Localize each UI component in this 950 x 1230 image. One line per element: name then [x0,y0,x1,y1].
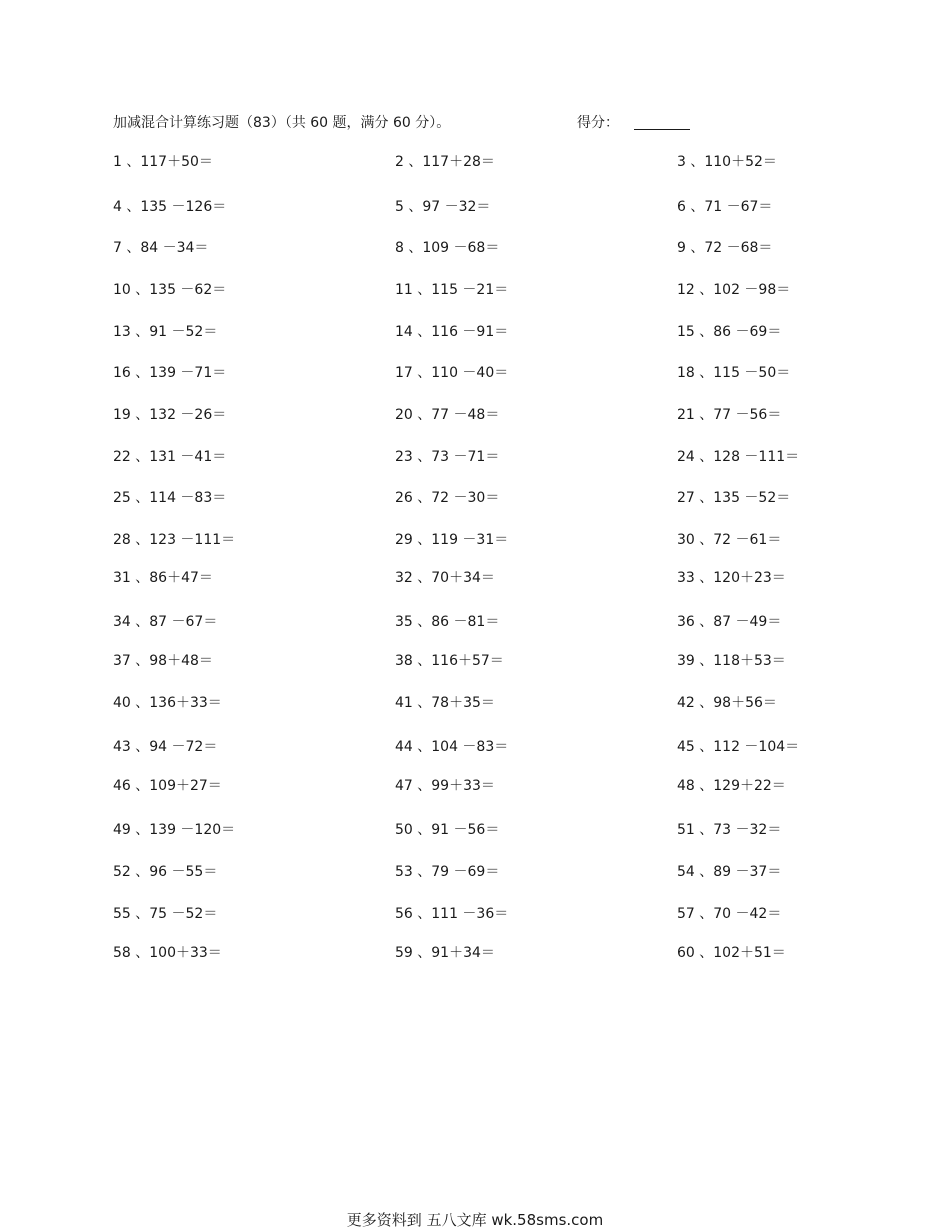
problem-item: 16 、139 －71＝ [113,365,227,381]
problem-item: 31 、86＋47＝ [113,570,213,586]
problem-item: 25 、114 －83＝ [113,490,227,506]
problem-item: 60 、102＋51＝ [677,945,786,961]
score-label: 得分： [577,115,619,131]
problem-item: 34 、87 －67＝ [113,614,218,630]
problem-item: 45 、112 －104＝ [677,739,800,755]
problem-item: 40 、136＋33＝ [113,695,222,711]
problem-item: 53 、79 －69＝ [395,864,500,880]
problem-item: 49 、139 －120＝ [113,822,236,838]
problem-item: 50 、91 －56＝ [395,822,500,838]
problem-item: 35 、86 －81＝ [395,614,500,630]
problem-item: 27 、135 －52＝ [677,490,791,506]
problem-item: 44 、104 －83＝ [395,739,509,755]
footer-watermark: 更多资料到 五八文库 wk.58sms.com [346,1211,604,1229]
problem-item: 4 、135 －126＝ [113,199,227,215]
problem-item: 22 、131 －41＝ [113,449,227,465]
problem-item: 28 、123 －111＝ [113,532,236,548]
problem-item: 11 、115 －21＝ [395,282,509,298]
problem-item: 15 、86 －69＝ [677,324,782,340]
problem-item: 36 、87 －49＝ [677,614,782,630]
problem-item: 48 、129＋22＝ [677,778,786,794]
problem-item: 51 、73 －32＝ [677,822,782,838]
problem-item: 26 、72 －30＝ [395,490,500,506]
problem-item: 41 、78＋35＝ [395,695,495,711]
problem-item: 55 、75 －52＝ [113,906,218,922]
problem-item: 7 、84 －34＝ [113,240,209,256]
problem-item: 38 、116＋57＝ [395,653,504,669]
problem-item: 17 、110 －40＝ [395,365,509,381]
problem-item: 23 、73 －71＝ [395,449,500,465]
problem-item: 2 、117＋28＝ [395,154,495,170]
worksheet-title: 加减混合计算练习题（83）（共 60 题，满分 60 分）。 [113,115,451,131]
problem-item: 39 、118＋53＝ [677,653,786,669]
problem-item: 10 、135 －62＝ [113,282,227,298]
problem-item: 47 、99＋33＝ [395,778,495,794]
problem-item: 14 、116 －91＝ [395,324,509,340]
problem-item: 20 、77 －48＝ [395,407,500,423]
problem-item: 57 、70 －42＝ [677,906,782,922]
problem-item: 59 、91＋34＝ [395,945,495,961]
problem-item: 12 、102 －98＝ [677,282,791,298]
problem-item: 13 、91 －52＝ [113,324,218,340]
problem-item: 1 、117＋50＝ [113,154,213,170]
problem-item: 3 、110＋52＝ [677,154,777,170]
problem-item: 52 、96 －55＝ [113,864,218,880]
problem-item: 21 、77 －56＝ [677,407,782,423]
problem-item: 32 、70＋34＝ [395,570,495,586]
problem-item: 42 、98＋56＝ [677,695,777,711]
problem-item: 8 、109 －68＝ [395,240,500,256]
problem-item: 37 、98＋48＝ [113,653,213,669]
problem-item: 56 、111 －36＝ [395,906,509,922]
problem-item: 29 、119 －31＝ [395,532,509,548]
problem-item: 43 、94 －72＝ [113,739,218,755]
problem-item: 54 、89 －37＝ [677,864,782,880]
problem-item: 5 、97 －32＝ [395,199,491,215]
problem-item: 46 、109＋27＝ [113,778,222,794]
problem-item: 6 、71 －67＝ [677,199,773,215]
problem-item: 9 、72 －68＝ [677,240,773,256]
problem-item: 33 、120＋23＝ [677,570,786,586]
problem-item: 24 、128 －111＝ [677,449,800,465]
problem-item: 30 、72 －61＝ [677,532,782,548]
problem-item: 18 、115 －50＝ [677,365,791,381]
problem-item: 58 、100＋33＝ [113,945,222,961]
problem-item: 19 、132 －26＝ [113,407,227,423]
